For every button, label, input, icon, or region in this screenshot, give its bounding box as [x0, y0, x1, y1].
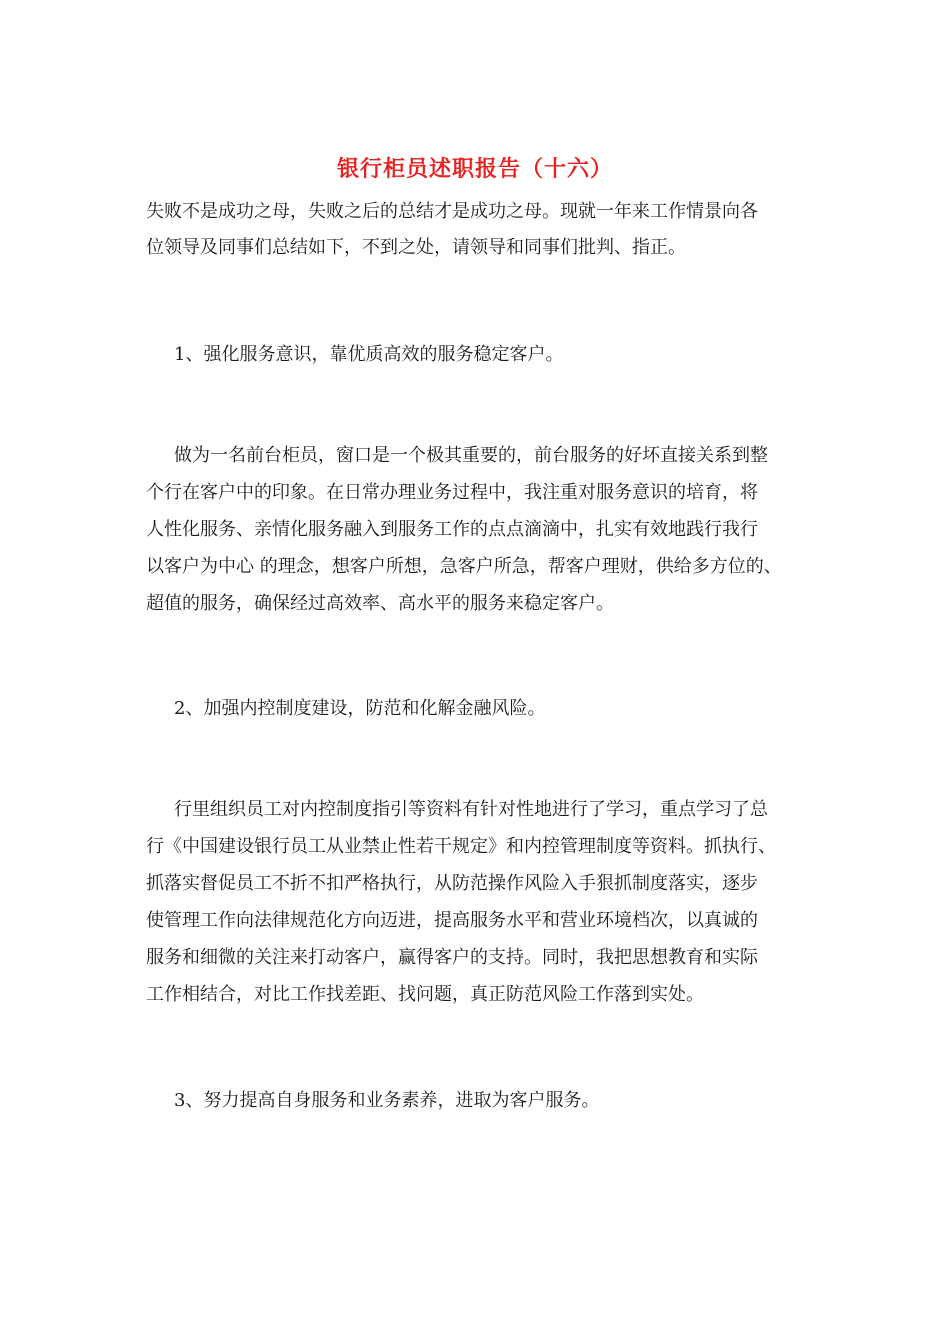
- document-title: 银行柜员述职报告（十六）: [336, 156, 613, 182]
- paragraph-2-line: 行《中国建设银行员工从业禁止性若干规定》和内控管理制度等资料。抓执行、: [146, 836, 776, 857]
- paragraph-1-line: 做为一名前台柜员，窗口是一个极其重要的，前台服务的好坏直接关系到整: [174, 445, 768, 466]
- intro-line: 失败不是成功之母，失败之后的总结才是成功之母。现就一年来工作情景向各: [146, 201, 758, 222]
- paragraph-2-line: 使管理工作向法律规范化方向迈进，提高服务水平和营业环境档次，以真诚的: [146, 910, 758, 931]
- paragraph-2-line: 服务和细微的关注来打动客户，赢得客户的支持。同时，我把思想教育和实际: [146, 947, 758, 968]
- section-heading-3: 3、努力提高自身服务和业务素养，进取为客户服务。: [174, 1090, 600, 1111]
- paragraph-2-line: 抓落实督促员工不折不扣严格执行，从防范操作风险入手狠抓制度落实，逐步: [146, 873, 758, 894]
- section-heading-2: 2、加强内控制度建设，防范和化解金融风险。: [174, 698, 546, 719]
- paragraph-1-line: 人性化服务、亲情化服务融入到服务工作的点点滴滴中，扎实有效地践行我行: [146, 519, 758, 540]
- section-heading-1: 1、强化服务意识，靠优质高效的服务稳定客户。: [174, 344, 564, 365]
- paragraph-1-line: 以客户为中心 的理念，想客户所想，急客户所急，帮客户理财，供给多方位的、: [146, 556, 782, 577]
- paragraph-2-line: 工作相结合，对比工作找差距、找问题，真正防范风险工作落到实处。: [146, 984, 704, 1005]
- paragraph-1-line: 个行在客户中的印象。在日常办理业务过程中，我注重对服务意识的培育，将: [146, 482, 758, 503]
- paragraph-2-line: 行里组织员工对内控制度指引等资料有针对性地进行了学习，重点学习了总: [174, 799, 768, 820]
- paragraph-1-line: 超值的服务，确保经过高效率、高水平的服务来稳定客户。: [146, 593, 614, 614]
- intro-line: 位领导及同事们总结如下，不到之处，请领导和同事们批判、指正。: [146, 237, 686, 258]
